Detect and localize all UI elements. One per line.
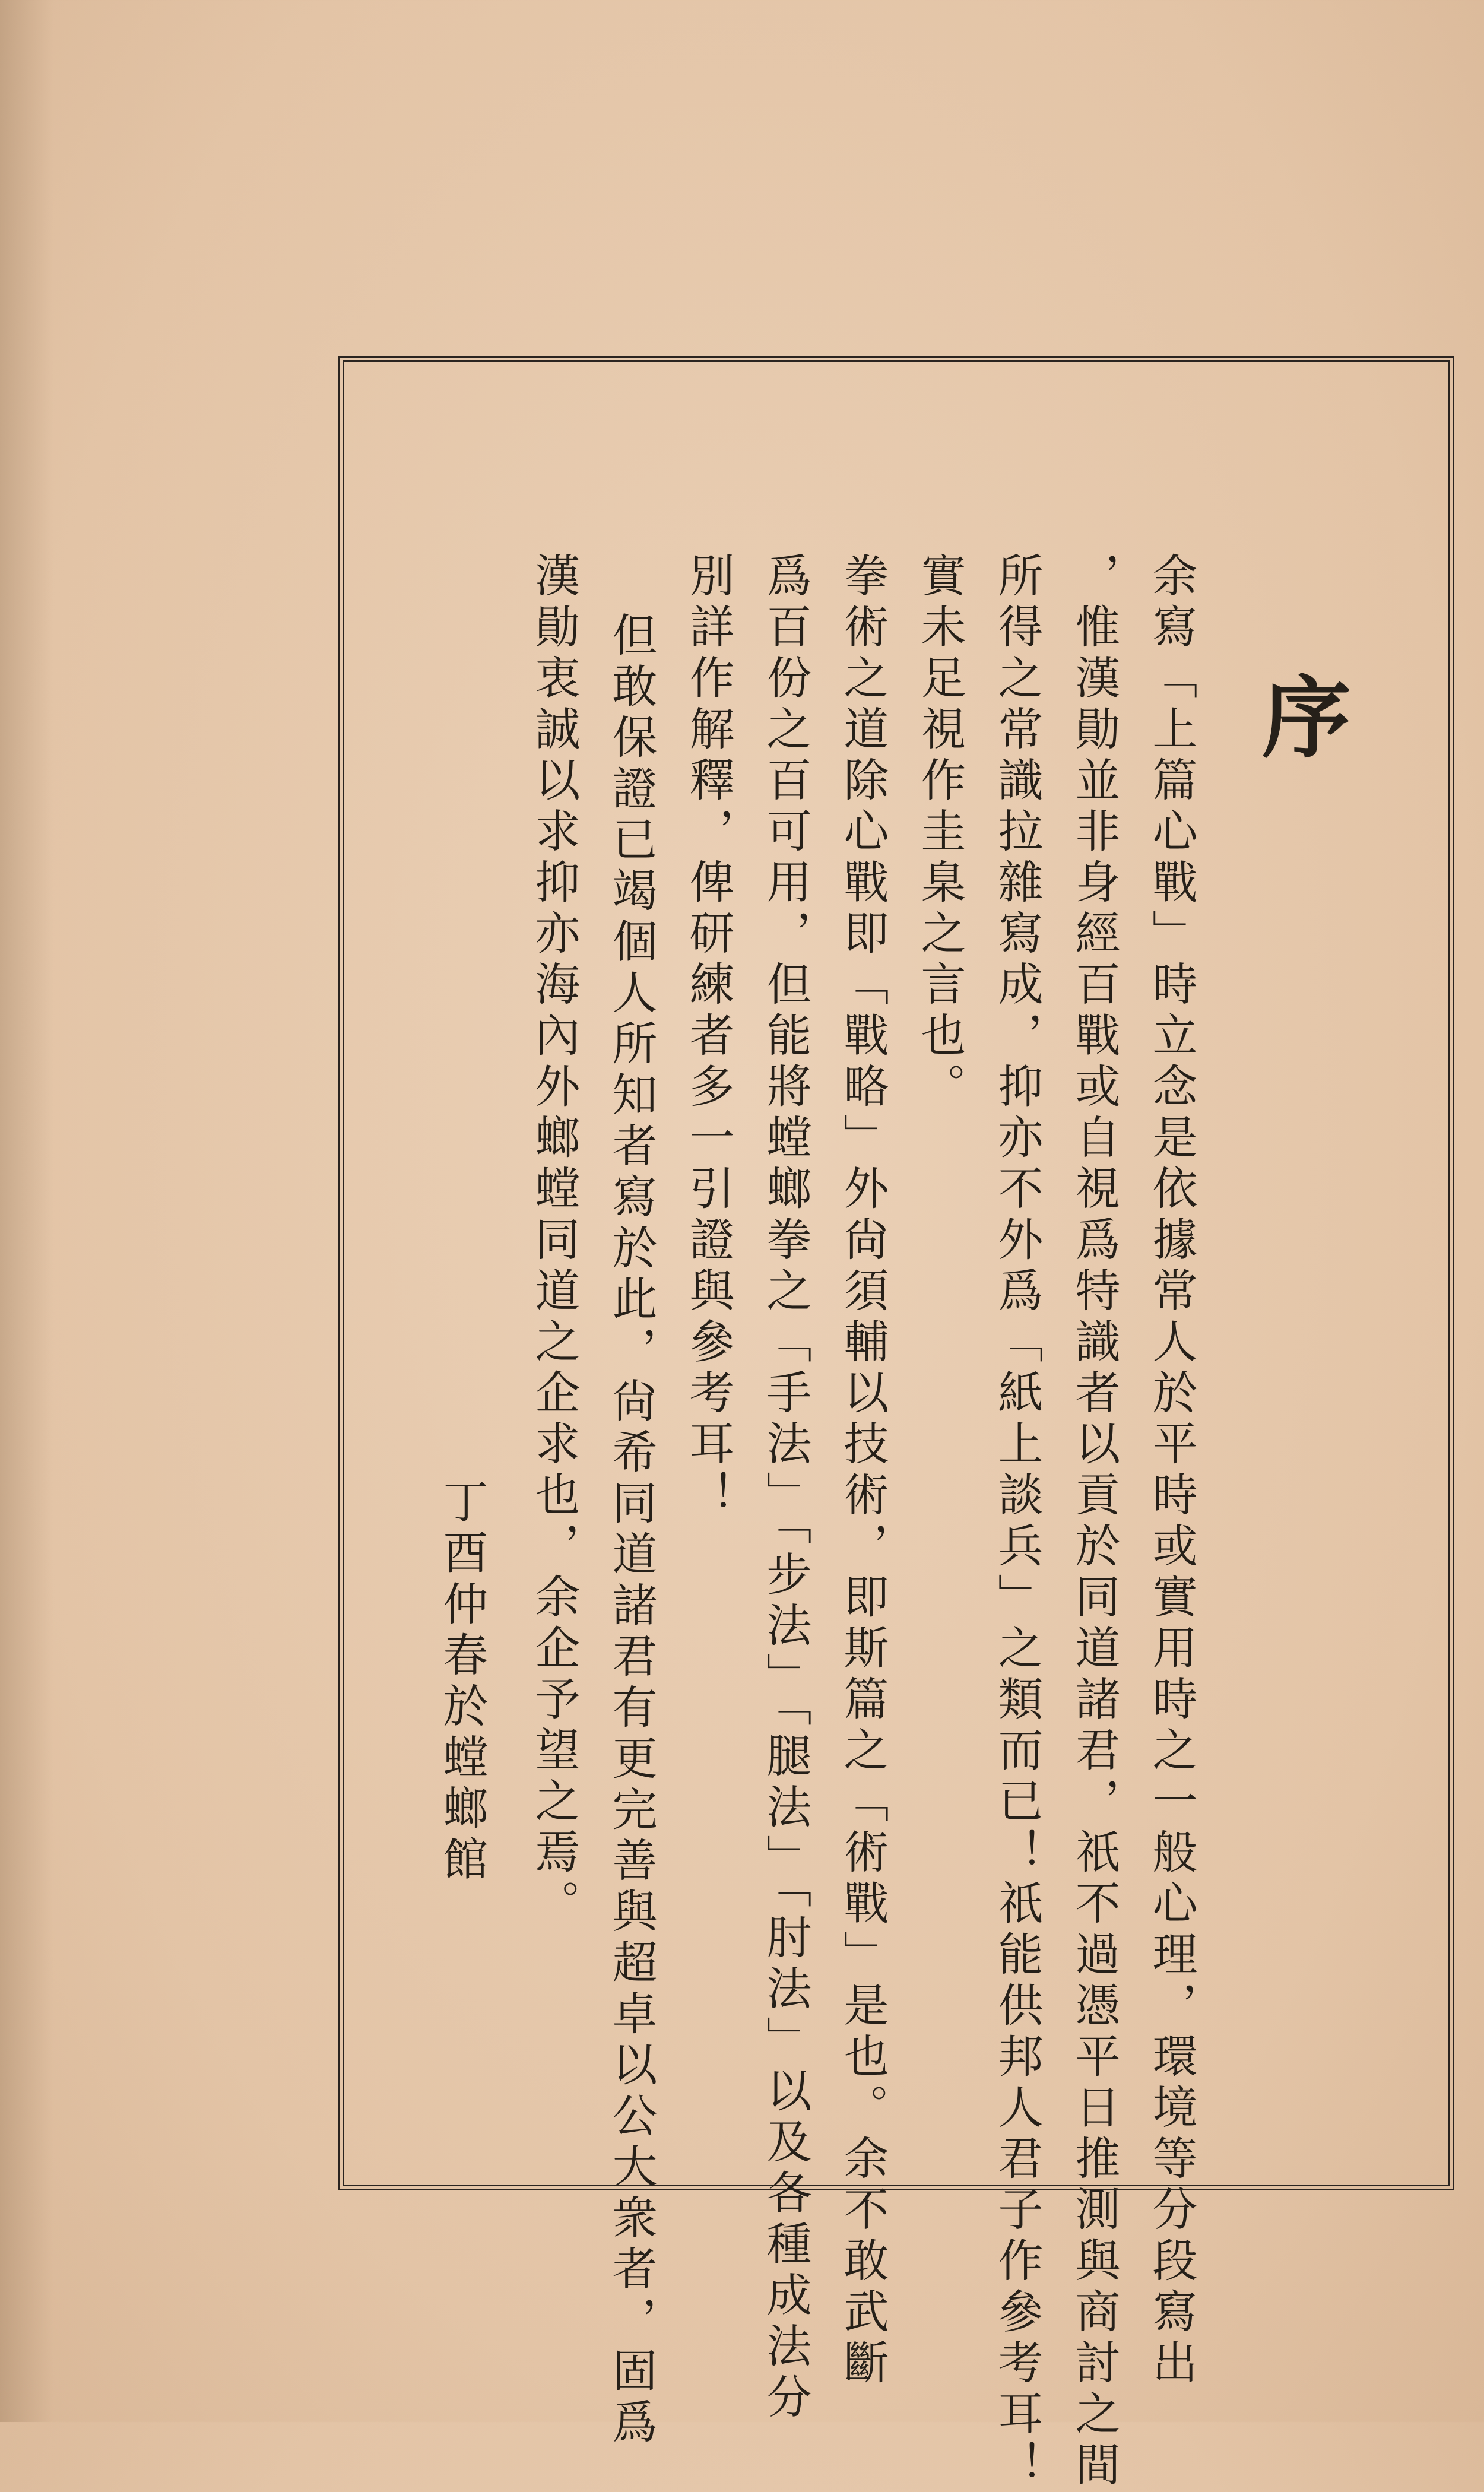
text-column-1: 余寫「上篇心戰」時立念是依據常人於平時或實用時之一般心理，環境等分段寫出: [1145, 552, 1198, 2390]
text-column-8: 但敢保證已竭個人所知者寫於此，尙希同道諸君有更完善與超卓以公大衆者，固爲: [605, 611, 658, 2449]
text-column-5: 拳術之道除心戰即「戰略」外尙須輔以技術，即斯篇之「術戰」是也。余不敢武斷: [836, 552, 889, 2390]
decorative-border-frame: [338, 356, 1454, 2190]
page-gutter-shadow: [0, 0, 53, 2422]
text-column-3: 所得之常識拉雜寫成，抑亦不外爲「紙上談兵」之類而已！祇能供邦人君子作參考耳！: [991, 552, 1044, 2492]
signature-date-line: 丁酉仲春於螳螂館: [436, 1478, 489, 1887]
text-column-4: 實未足視作圭臬之言也。: [914, 552, 966, 1114]
text-column-2: ，惟漢勛並非身經百戰或自視爲特識者以貢於同道諸君，祇不過憑平日推測與商討之間: [1068, 552, 1121, 2492]
text-column-7: 別詳作解釋，俾研練者多一引證與參考耳！: [682, 552, 735, 1522]
text-column-6: 爲百份之百可用，但能將螳螂拳之「手法」「步法」「腿法」「肘法」以及各種成法分: [759, 552, 812, 2424]
text-column-9: 漢勛衷誠以求抑亦海內外螂螳同道之企求也，余企予望之焉。: [528, 552, 581, 1930]
page-title: 序: [1247, 671, 1351, 760]
